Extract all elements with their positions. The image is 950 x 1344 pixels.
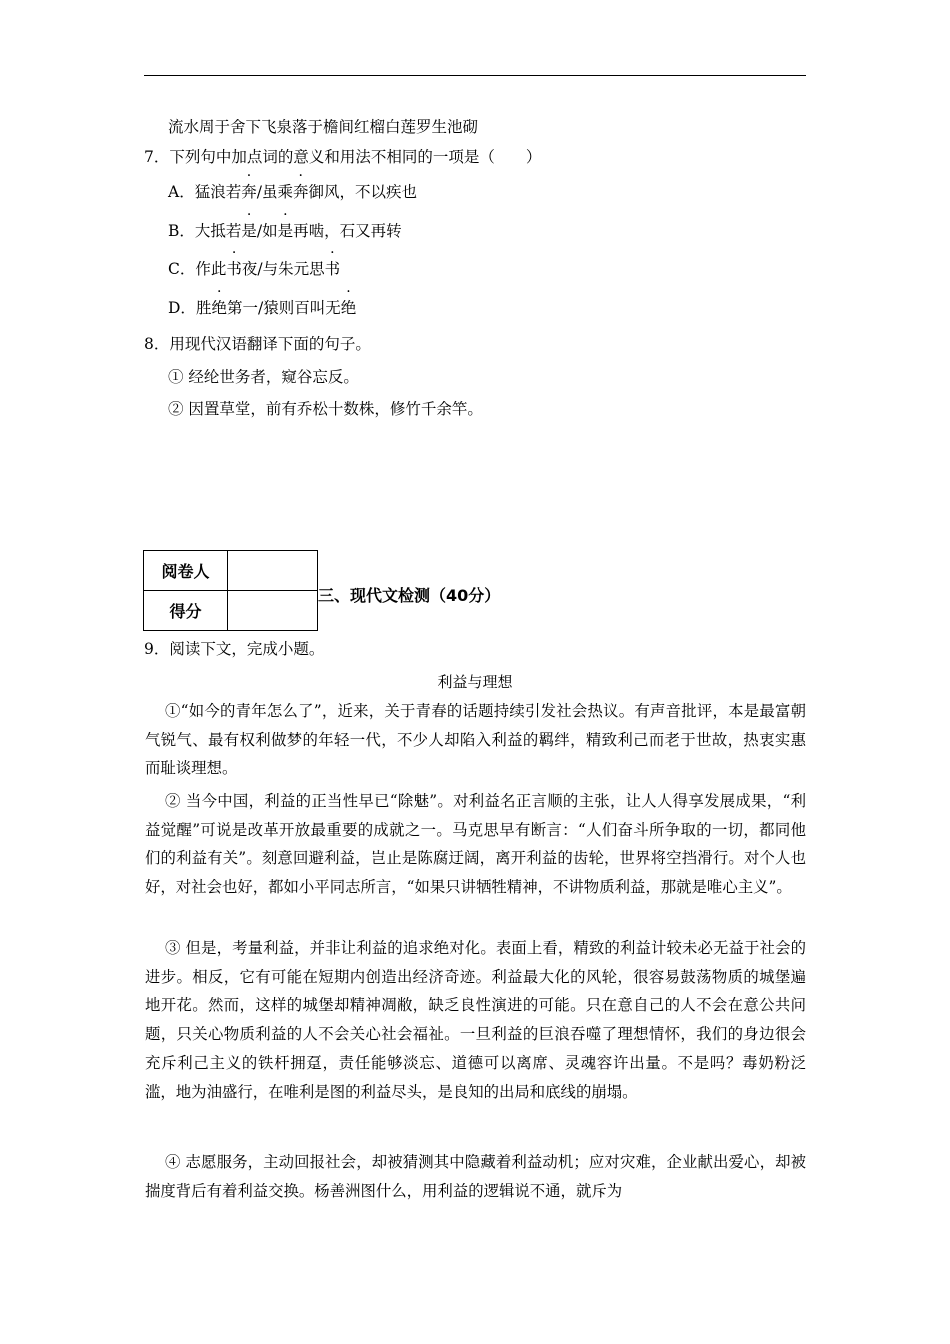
- article-title: 利益与理想: [437, 673, 513, 691]
- score-field: [228, 591, 318, 631]
- dotted-word: 奔: [241, 183, 257, 201]
- q7-option-c: [168, 259, 340, 279]
- q7-option-d: [168, 298, 356, 318]
- q7-stem: 7．下列句中加点词的意义和用法不相同的一项是（ ）: [144, 148, 542, 166]
- score-label: 得分: [144, 591, 228, 631]
- q7-option-a: [168, 182, 417, 202]
- option-text: 夜/与朱元思: [241, 260, 325, 278]
- option-letter: A．: [168, 183, 195, 201]
- option-text: 胜: [195, 299, 212, 317]
- option-text: 猛浪若: [194, 183, 242, 201]
- article-paragraph-2: ② 当今中国，利益的正当性早已“除魅”。对利益名正言顺的主张，让人人得享发展成果，“利益觉醒”可说是改革开放最重要的成就之一。马克思早有断言：“人们奋斗所争取的一切，都同他们的利益有关”。刻意回避利益，岂止是陈腐迂阔，离开利益的齿轮，世界将空挡滑行。对个人也好，对社会也好，都如小平同志所言，“如果只讲牺牲精神，不讲物质利益，那就是唯心主义”。: [145, 792, 806, 897]
- option-text: 第一/猿则百叫无: [226, 299, 341, 317]
- dotted-word: 书: [226, 260, 242, 278]
- q9-stem: 9．阅读下文，完成小题。: [144, 640, 325, 658]
- option-letter: C．: [168, 260, 196, 278]
- q8-stem: 8．用现代汉语翻译下面的句子。: [144, 335, 371, 353]
- q7-option-b: [168, 221, 402, 241]
- option-letter: D．: [168, 299, 196, 317]
- reviewer-label: 阅卷人: [144, 551, 228, 591]
- article-paragraph-4: ④ 志愿服务，主动回报社会，却被猜测其中隐藏着利益动机；应对灾难，企业献出爱心，却被揣度背后有着利益交换。杨善洲图什么，用利益的逻辑说不通，就斥为: [145, 1153, 806, 1200]
- q6-answer-tail: 流水周于舍下飞泉落于檐间红榴白莲罗生池砌: [168, 118, 479, 136]
- article-paragraph-1: ①“如今的青年怎么了”，近来，关于青春的话题持续引发社会热议。有声音批评，本是最富朝气锐气、最有权利做梦的年轻一代，不少人却陷入利益的羁绊，精致利己而老于世故，热衷实惠而耻谈理想。: [145, 702, 806, 778]
- dotted-word: 是: [241, 222, 257, 240]
- reviewer-field: [228, 551, 318, 591]
- section-heading: 三、现代文检测（40分）: [318, 586, 501, 605]
- dotted-word: 绝: [211, 299, 227, 317]
- option-text: 作此: [195, 260, 227, 278]
- dotted-word: 奔: [292, 183, 309, 201]
- option-text: 御风，不以疾也: [308, 183, 417, 201]
- article-paragraph-3: ③ 但是，考量利益，并非让利益的追求绝对化。表面上看，精致的利益计较未必无益于社会的进步。相反，它有可能在短期内创造出经济奇迹。利益最大化的风轮，很容易鼓荡物质的城堡遍地开花。然而，这样的城堡却精神凋敝，缺乏良性演进的可能。只在意自己的人不会在意公共问题，只关心物质利益的人不会关心社会福祉。一旦利益的巨浪吞噬了理想情怀，我们的身边很会充斥利己主义的铁杆拥趸，责任能够淡忘、道德可以离席、灵魂容许出量。不是吗？毒奶粉泛滥，地为油盛行，在唯利是图的利益尽头，是良知的出局和底线的崩塌。: [145, 939, 806, 1101]
- option-text: /如: [256, 222, 278, 240]
- option-text: /虽乘: [256, 183, 293, 201]
- q8-item-1: ① 经纶世务者，窥谷忘反。: [168, 368, 359, 386]
- dotted-word: 书: [324, 260, 341, 278]
- dotted-word: 绝: [340, 299, 357, 317]
- option-text: 大抵若: [194, 222, 242, 240]
- option-text: 再啮，石又再转: [293, 222, 402, 240]
- option-letter: B．: [168, 222, 195, 240]
- header-rule: [144, 75, 806, 76]
- q8-item-2: ② 因置草堂，前有乔松十数株，修竹千余竿。: [168, 400, 483, 418]
- score-table: [143, 550, 318, 631]
- dotted-word: 是: [277, 222, 294, 240]
